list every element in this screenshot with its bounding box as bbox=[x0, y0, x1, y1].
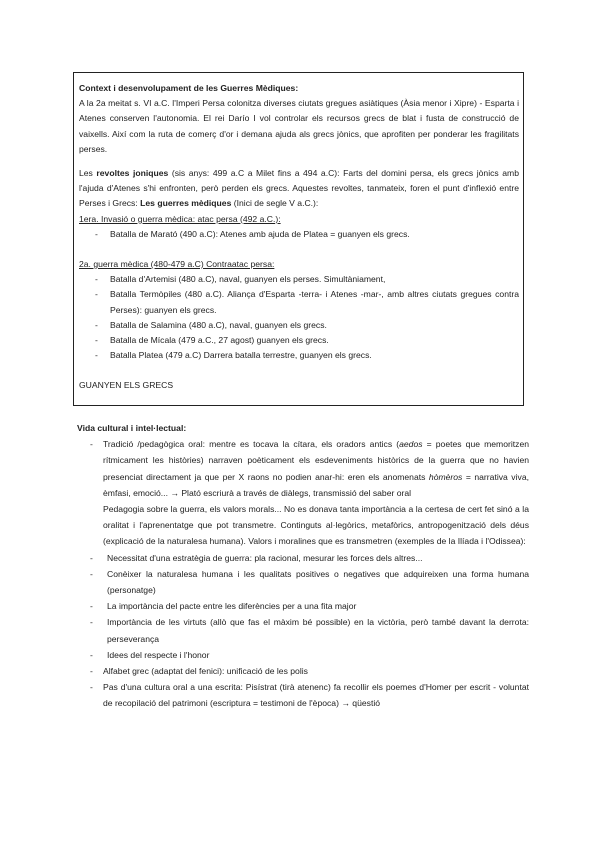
war1-item: - Batalla de Marató (490 a.C): Atenes amb ajuda de Platea = guanyen els grecs. bbox=[95, 228, 410, 239]
war2-title: 2a. guerra mèdica (480-479 a.C) Contraatac persa: bbox=[79, 259, 275, 270]
sub-list-item: - Importància de les virtuts (allò que fas el màxim bé possible) en la victòria, però també davant la derrota: perseverança bbox=[90, 617, 529, 644]
sub-list-item: - Necessitat d'una estratègia de guerra: pla racional, mesurar les forces dels altres... bbox=[90, 552, 423, 563]
list-item-oral-tradition: - Tradició /pedagògica oral: mentre es tocava la cítara, els oradors antics (aedos = poetes que memoritzen rítmicament les històries) narraven poèticament els esdeveniments històrics de la guerra que no havien presenciat directament ja que per X raons no podien anar-hi: eren els anomenats hòmèros = narrativa viva, èmfasi, emoció... → Plató escriurà a través de diàlegs, transmissió del saber oral bbox=[90, 439, 530, 498]
war2-item: - Batalla d'Artemisi (480 a.C), naval, guanyen els perses. Simultàniament, bbox=[95, 274, 386, 285]
box-heading: Context i desenvolupament de les Guerres Mèdiques: bbox=[79, 83, 299, 93]
conclusion: GUANYEN ELS GRECS bbox=[79, 380, 174, 391]
term-aedos: aedos bbox=[399, 439, 423, 450]
context-box bbox=[73, 72, 524, 406]
war2-item: - Batalla Termòpiles (480 a.C). Aliança d'Esparta -terra- i Atenes -mar-, amb altres ciutats gregues contra Perses): guanyen els grecs. bbox=[95, 289, 519, 315]
list-item-written-culture: - Pas d'una cultura oral a una escrita: Pisístrat (tirà atenenc) fa recollir els poemes d'Homer per escrit - voluntat de recopilació del patrimoni (escriptura = testimoni de l'època) → qüestió bbox=[90, 682, 529, 709]
war2-item: - Batalla Platea (479 a.C) Darrera batalla terrestre, guanyen els grecs. bbox=[95, 350, 372, 361]
intro-paragraph: A la 2a meitat s. VI a.C. l'Imperi Persa colonitza diverses ciutats gregues asiàtiques (Àsia menor i Xipre) - Esparta i Atenes conserven l'autonomia. El rei Darío I vol controlar els recursos grecs de blat i fusta de construcció de vaixells. Així com la ruta de comerç d'or i demana ajuda als grecs jònics, que aprofiten per ponderar les fragilitats perses. bbox=[79, 98, 519, 154]
section-list bbox=[77, 436, 529, 711]
sub-list-item: - Conèixer la naturalesa humana i les qualitats positives o negatives que adquireixen una forma humana (personatge) bbox=[90, 568, 529, 596]
section-title: Vida cultural i intel·lectual: bbox=[77, 423, 187, 433]
war1-title: 1era. Invasió o guerra mèdica: atac persa (492 a.C.): bbox=[79, 213, 281, 224]
guerres-term: Les guerres mèdiques bbox=[140, 198, 232, 209]
pedagogy-paragraph: Pedagogia sobre la guerra, els valors morals... No es donava tanta importància a la certesa de cert fet sinó a la oralitat i l'aprenentatge que pot transmetre. Continguts al·legòrics, metafòrics, antropogenització dels déus (explicació de la naturalesa humana). Valors i moralines que es transmetren (exemples de la Ilíada i l'Odissea): bbox=[103, 504, 529, 547]
list-item-alphabet: - Alfabet grec (adaptat del fenici): unificació de les polis bbox=[90, 666, 308, 677]
term-homeros: hòmèros bbox=[428, 471, 463, 482]
sub-list-item: - Idees del respecte i l'honor bbox=[90, 649, 210, 660]
cultural-section bbox=[77, 420, 529, 712]
revolts-term: revoltes joniques bbox=[96, 168, 169, 179]
war2-item: - Batalla de Salamina (480 a.C), naval, guanyen els grecs. bbox=[95, 319, 327, 330]
sub-list-item: - La importància del pacte entre les diferències per a una fita major bbox=[90, 601, 357, 612]
war2-item: - Batalla de Mícala (479 a.C., 27 agost) guanyen els grecs. bbox=[95, 335, 329, 346]
revolts-paragraph: Les revoltes joniques (sis anys: 499 a.C a Milet fins a 494 a.C): Farts del domini persa, els grecs jònics amb l'ajuda d'Atenes s'hi enfronten, però perden els grecs. Aquestes revoltes, tanmateix, foren el punt d'inflexió entre Perses i Grecs: Les guerres mèdiques (Inici de segle V a.C.): bbox=[79, 168, 519, 209]
